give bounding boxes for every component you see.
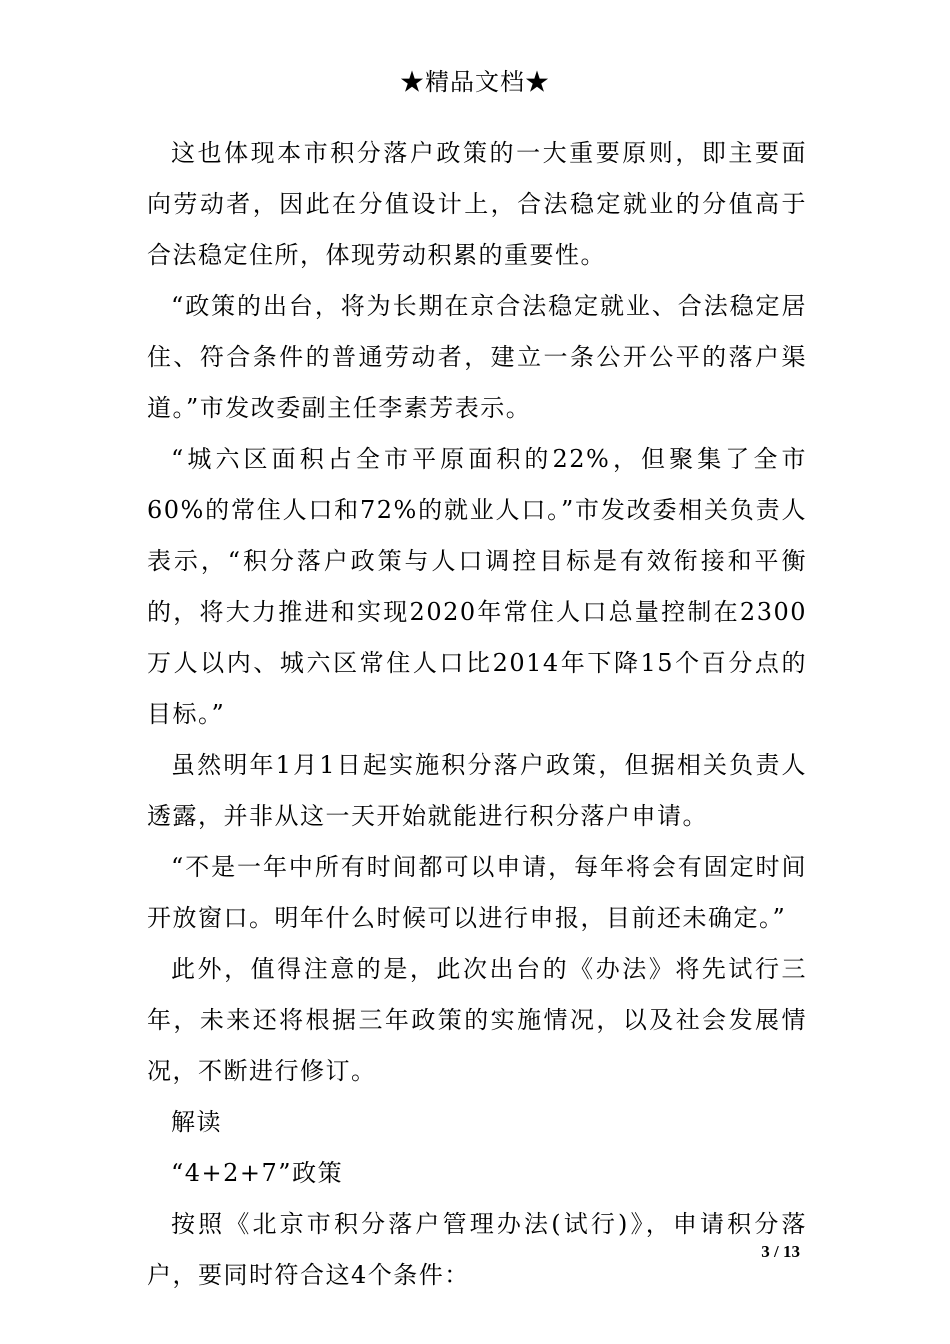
section-heading-policy-formula: “4+2+7”政策 xyxy=(171,1159,344,1187)
section-heading-interpretation: 解读 xyxy=(171,1108,222,1136)
paragraph-trial-period: 此外，值得注意的是，此次出台的《办法》将先试行三年，未来还将根据三年政策的实施情况，以及社会发展情况，不断进行修订。 xyxy=(147,955,807,1085)
paragraph-conditions-intro: 按照《北京市积分落户管理办法(试行)》，申请积分落户，要同时符合这4个条件： xyxy=(147,1210,807,1289)
paragraph-labor-principle: 这也体现本市积分落户政策的一大重要原则，即主要面向劳动者，因此在分值设计上，合法稳定就业的分值高于合法稳定住所，体现劳动积累的重要性。 xyxy=(147,139,807,269)
paragraph-application-window: “不是一年中所有时间都可以申请，每年将会有固定时间开放窗口。明年什么时候可以进行申报，目前还未确定。” xyxy=(147,853,807,932)
page-header-title: ★精品文档★ xyxy=(400,68,550,96)
paragraph-policy-quote: “政策的出台，将为长期在京合法稳定就业、合法稳定居住、符合条件的普通劳动者，建立一条公开公平的落户渠道。”市发改委副主任李素芳表示。 xyxy=(147,292,807,422)
page-number: 3 / 13 xyxy=(761,1242,800,1261)
paragraph-start-date: 虽然明年1月1日起实施积分落户政策，但据相关负责人透露，并非从这一天开始就能进行积分落户申请。 xyxy=(147,751,807,830)
paragraph-population-stats: “城六区面积占全市平原面积的22%，但聚集了全市60%的常住人口和72%的就业人口。”市发改委相关负责人表示，“积分落户政策与人口调控目标是有效衔接和平衡的，将大力推进和实现2020年常住人口总量控制在2300万人以内、城六区常住人口比2014年下降15个百分点的目标。” xyxy=(147,445,807,728)
document-body xyxy=(147,128,807,1301)
